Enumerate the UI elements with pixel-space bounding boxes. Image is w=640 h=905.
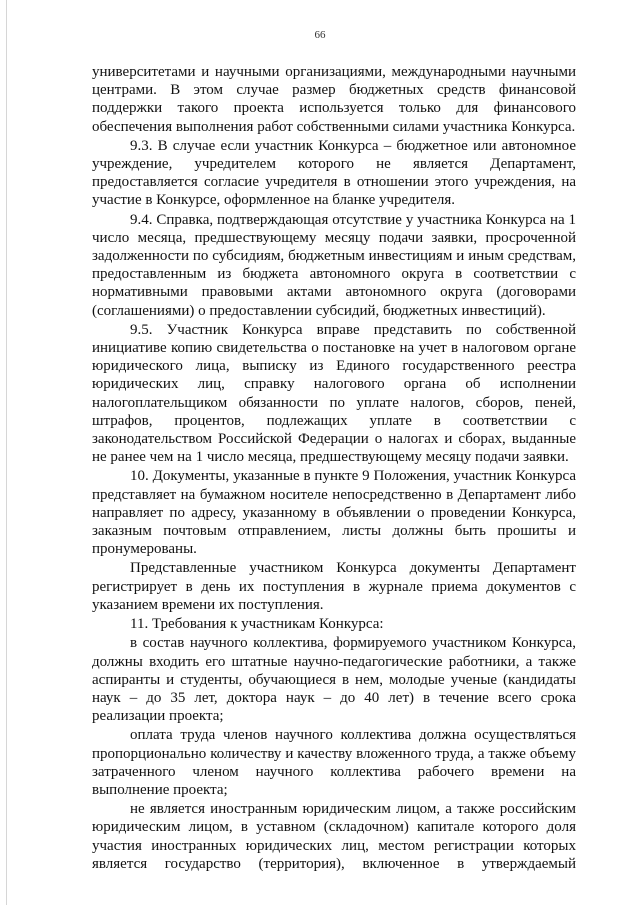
page-number: 66 xyxy=(314,29,326,41)
paragraph-10: 10. Документы, указанные в пункте 9 Положения, участник Конкурса представляет на бумажном носителе непосредственно в Департамент либо направляет по адресу, указанному в объявлении о проведении Конкурса, заказным почтовым отправлением, листы должны быть прошиты и пронумерованы. xyxy=(92,468,576,558)
paragraph-requirement-pay: оплата труда членов научного коллектива должна осуществляться пропорционально количеству и качеству вложенного труда, а также объему затраченного членом научного коллектива рабочего времени на выполнение проекта; xyxy=(92,727,576,798)
paragraph-9-5: 9.5. Участник Конкурса вправе представить по собственной инициативе копию свидетельства о постановке на учет в налоговом органе юридического лица, выписку из Единого государственного реестра юридических лиц, справку налогового органа об исполнении налогоплательщиком обязанности по уплате налогов, сборов, пеней, штрафов, процентов, подлежащих уплате в соответствии с законодательством Российской Федерации о налогах и сборах, выданные не ранее чем на 1 число месяца, предшествующему месяцу подачи заявки. xyxy=(92,321,576,466)
paragraph-requirement-team: в состав научного коллектива, формируемого участником Конкурса, должны входить его штатные научно-педагогические работники, а также аспиранты и студенты, обучающиеся в нем, молодые ученые (кандидаты наук – до 35 лет, доктора наук – до 40 лет) в течение всего срока реализации проекта; xyxy=(92,635,576,725)
scan-edge-line xyxy=(6,0,7,905)
paragraph-9-4: 9.4. Справка, подтверждающая отсутствие у участника Конкурса на 1 число месяца, предшествующему месяцу подачи заявки, просроченной задолженности по субсидиям, бюджетным инвестициям и иным средствам, предоставленным из бюджета автономного округа в соответствии с нормативными правовыми актами автономного округа (договорами (соглашениями) о предоставлении субсидий, бюджетных инвестиций). xyxy=(92,211,576,319)
document-body xyxy=(92,63,576,874)
paragraph-continuation: университетами и научными организациями, международными научными центрами. В этом случае размер бюджетных средств финансовой поддержки такого проекта используется только для финансового обеспечения выполнения работ собственными силами участника Конкурса. xyxy=(92,64,576,135)
paragraph-11-heading: 11. Требования к участникам Конкурса: xyxy=(130,616,384,633)
paragraph-requirement-foreign: не является иностранным юридическим лицом, а также российским юридическим лицом, в уставном (складочном) капитале которого доля участия иностранных юридических лиц, местом регистрации которых является государство (территория), включенное в утверждаемый xyxy=(92,801,576,872)
paragraph-9-3: 9.3. В случае если участник Конкурса – бюджетное или автономное учреждение, учредителем которого не является Департамент, предоставляется согласие учредителя в отношении этого учреждения, на участие в Конкурсе, оформленное на бланке учредителя. xyxy=(92,137,576,209)
paragraph-registration: Представленные участником Конкурса документы Департамент регистрирует в день их поступления в журнале приема документов с указанием времени их поступления. xyxy=(92,560,576,613)
